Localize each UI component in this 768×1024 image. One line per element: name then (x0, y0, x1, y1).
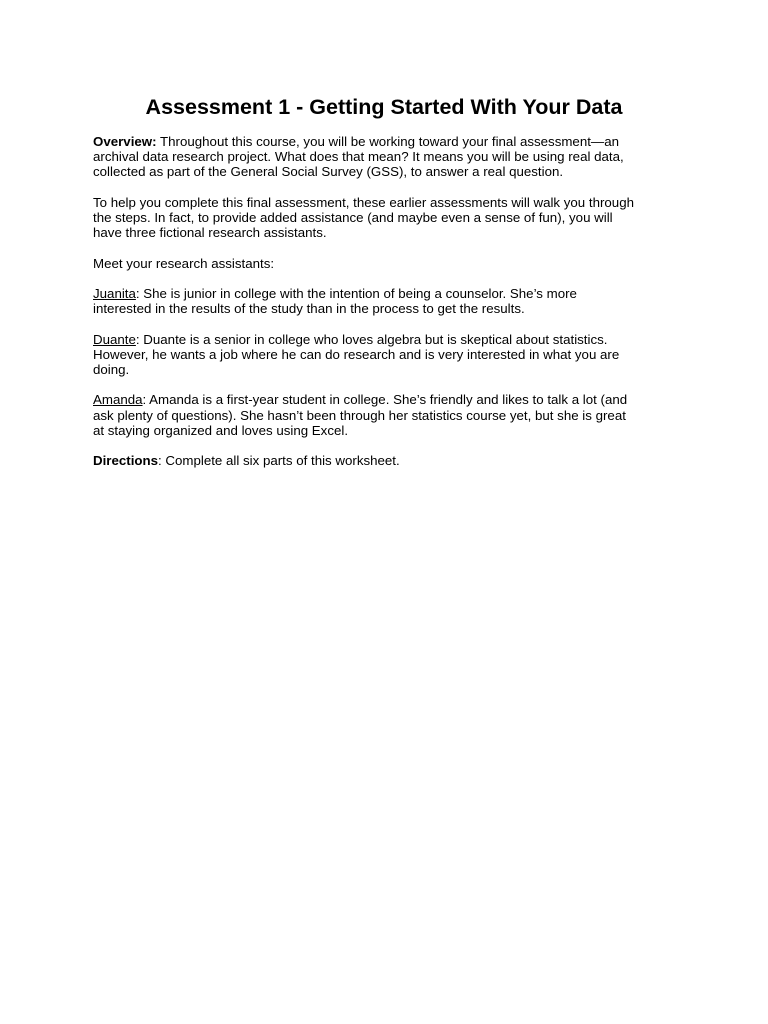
duante-name: Duante (93, 331, 136, 347)
juanita-paragraph (93, 286, 693, 316)
overview-line-1 (93, 134, 693, 149)
amanda-line-3: at staying organized and loves using Excel. (93, 422, 349, 438)
juanita-line-1 (93, 286, 693, 301)
overview-paragraph (93, 134, 693, 180)
help-line-1: To help you complete this final assessment, these earlier assessments will walk you through (93, 194, 634, 210)
amanda-line-2: ask plenty of questions). She hasn’t been through her statistics course yet, but she is great (93, 407, 626, 423)
directions-text: : Complete all six parts of this worksheet. (158, 453, 400, 469)
duante-line-2: However, he wants a job where he can do research and is very interested in what you are (93, 346, 620, 362)
help-paragraph (93, 195, 693, 241)
meet-text: Meet your research assistants: (93, 255, 275, 271)
meet-paragraph (93, 256, 693, 271)
directions-line (93, 453, 693, 468)
amanda-name: Amanda (93, 392, 143, 408)
overview-line-3: collected as part of the General Social Survey (GSS), to answer a real question. (93, 164, 564, 180)
directions-paragraph (93, 453, 693, 468)
help-line-3: have three fictional research assistants. (93, 225, 327, 241)
overview-text-1: Throughout this course, you will be working toward your final assessment—an (156, 134, 619, 149)
overview-line-2: archival data research project. What does that mean? It means you will be using real data, (93, 149, 624, 165)
amanda-line-1 (93, 392, 693, 407)
duante-line-1 (93, 332, 693, 347)
juanita-text-1: : She is junior in college with the intention of being a counselor. She’s more (135, 285, 577, 301)
amanda-text-1: : Amanda is a first-year student in college. She’s friendly and likes to talk a lot (and (142, 392, 628, 408)
overview-label: Overview: (93, 134, 157, 149)
duante-line-3: doing. (93, 361, 130, 377)
duante-text-1: : Duante is a senior in college who loves algebra but is skeptical about statistics. (135, 331, 608, 347)
document-title: Assessment 1 - Getting Started With Your Data (145, 95, 623, 119)
help-line-2: the steps. In fact, to provide added assistance (and maybe even a sense of fun), you will (93, 210, 613, 225)
amanda-paragraph (93, 392, 693, 438)
document-body (93, 134, 693, 484)
directions-label: Directions (93, 453, 159, 469)
duante-paragraph (93, 332, 693, 378)
juanita-line-2: interested in the results of the study than in the process to get the results. (93, 301, 525, 317)
juanita-name: Juanita (93, 285, 136, 301)
